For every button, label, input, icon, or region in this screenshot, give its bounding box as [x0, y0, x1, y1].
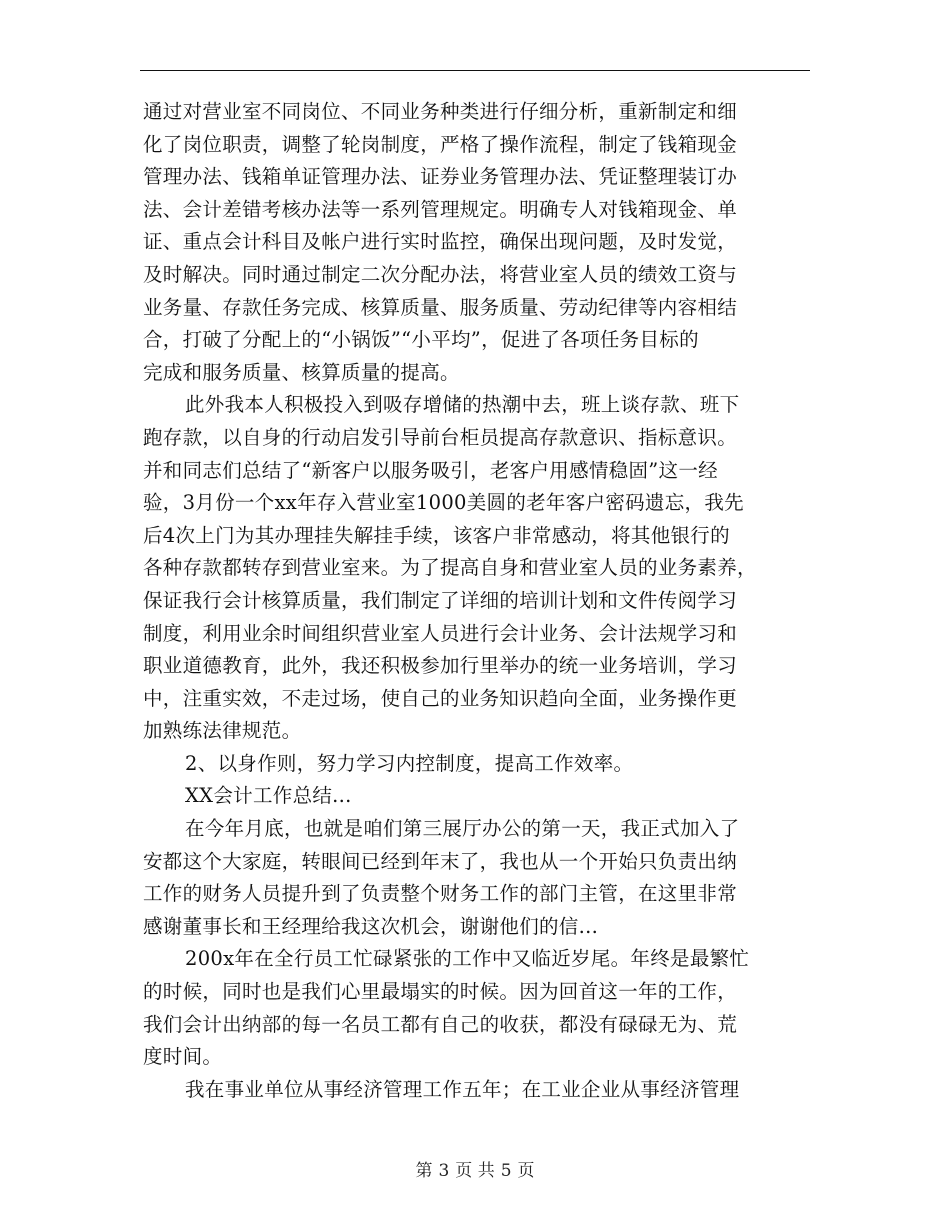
text-line: 此外我本人积极投入到吸存增储的热潮中去，班上谈存款、班下	[185, 393, 740, 417]
text-line: 及时解决。同时通过制定二次分配办法，将营业室人员的绩效工资与	[143, 262, 738, 286]
text-line: 感谢董事长和王经理给我这次机会，谢谢他们的信...	[143, 914, 599, 938]
header-rule	[140, 70, 810, 71]
text-line: 2、以身作则，努力学习内控制度，提高工作效率。	[185, 751, 634, 775]
text-line: 安都这个大家庭，转眼间已经到年末了，我也从一个开始只负责出纳	[143, 849, 738, 873]
text-line: 并和同志们总结了“新客户以服务吸引，老客户用感情稳固”这一经	[143, 458, 718, 482]
text-line: 我们会计出纳部的每一名员工都有自己的收获，都没有碌碌无为、荒	[143, 1012, 738, 1036]
footer-middle: 页 共	[455, 1161, 495, 1181]
text-line: 完成和服务质量、核算质量的提高。	[143, 360, 460, 384]
text-line: 加熟练法律规范。	[143, 719, 302, 743]
text-line: 度时间。	[143, 1045, 223, 1069]
text-line: 合，打破了分配上的“小锅饭”“小平均”，促进了各项任务目标的	[143, 328, 699, 352]
footer-current-page: 3	[438, 1161, 450, 1181]
text-line: 200x年在全行员工忙碌紧张的工作中又临近岁尾。年终是最繁忙	[185, 947, 750, 971]
text-line: 通过对营业室不同岗位、不同业务种类进行仔细分析，重新制定和细	[143, 100, 738, 123]
text-line: 制度，利用业余时间组织营业室人员进行会计业务、会计法规学习和	[143, 621, 738, 645]
text-line: 职业道德教育，此外，我还积极参加行里举办的统一业务培训，学习	[143, 654, 738, 678]
text-line: 的时候，同时也是我们心里最塌实的时候。因为回首这一年的工作，	[143, 980, 738, 1004]
text-line: 中，注重实效，不走过场，使自己的业务知识趋向全面，业务操作更	[143, 686, 738, 710]
text-line: 各种存款都转存到营业室来。为了提高自身和营业室人员的业务素养，	[143, 556, 757, 580]
text-line: 后4次上门为其办理挂失解挂手续，该客户非常感动，将其他银行的	[143, 523, 730, 547]
text-line: 验，3月份一个xx年存入营业室1000美圆的老年客户密码遗忘，我先	[143, 491, 744, 515]
text-line: 业务量、存款任务完成、核算质量、服务质量、劳动纪律等内容相结	[143, 295, 738, 319]
text-line: 保证我行会计核算质量，我们制定了详细的培训计划和文件传阅学习	[143, 588, 738, 612]
text-line: 在今年月底，也就是咱们第三展厅办公的第一天，我正式加入了	[185, 817, 740, 841]
footer-suffix: 页	[517, 1161, 535, 1181]
text-line: 跑存款，以自身的行动启发引导前台柜员提高存款意识、指标意识。	[143, 425, 738, 449]
text-line: 证、重点会计科目及帐户进行实时监控，确保出现问题，及时发觉，	[143, 230, 738, 254]
document-body	[143, 96, 805, 1106]
text-line: 我在事业单位从事经济管理工作五年；在工业企业从事经济管理	[185, 1077, 740, 1101]
text-line: 管理办法、钱箱单证管理办法、证券业务管理办法、凭证整理装订办	[143, 165, 738, 189]
page-footer	[0, 1156, 950, 1181]
text-line: XX会计工作总结...	[185, 784, 352, 808]
text-line: 化了岗位职责，调整了轮岗制度，严格了操作流程，制定了钱箱现金	[143, 132, 738, 156]
text-line: 工作的财务人员提升到了负责整个财务工作的部门主管，在这里非常	[143, 882, 738, 906]
text-line: 法、会计差错考核办法等一系列管理规定。明确专人对钱箱现金、单	[143, 197, 738, 221]
footer-total-pages: 5	[500, 1161, 512, 1181]
footer-prefix: 第	[415, 1161, 433, 1181]
